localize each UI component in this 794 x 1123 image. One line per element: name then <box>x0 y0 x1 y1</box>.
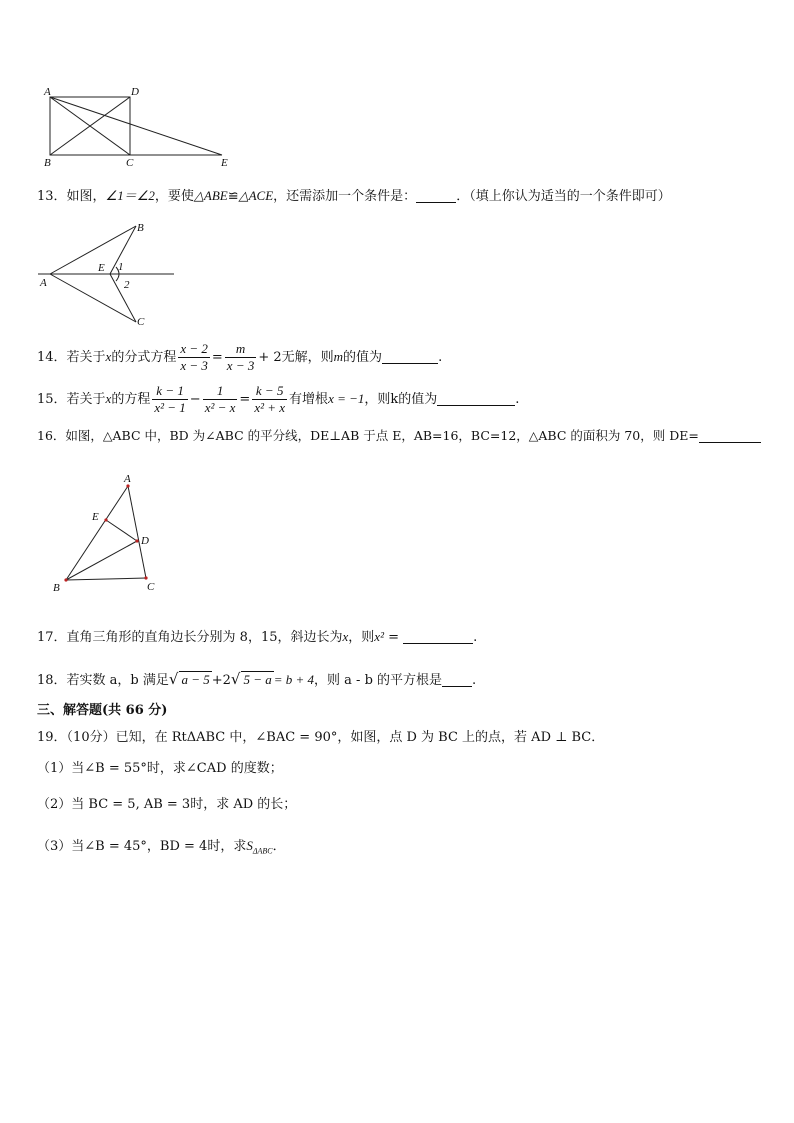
fraction: $\frac{m}{x - 3}$ <box>226 341 255 373</box>
label-angle-1: 1 <box>118 261 124 273</box>
rectangle-figure <box>40 84 240 168</box>
question-19-part-2: （2）当 BC = 5, AB = 3时，求 AD 的长； <box>37 797 297 812</box>
label-D: D <box>141 535 149 547</box>
label-A: A <box>40 277 47 289</box>
label-A: A <box>44 86 51 98</box>
label-E: E <box>221 157 228 168</box>
question-13: 13．如图，∠1＝∠2，要使△ABE≌△ACE，还需添加一个条件是： ．（填上你认为适当的一个条件即可） <box>37 188 671 204</box>
fraction: $\frac{k - 1}{\text{x² − 1}}$ <box>154 383 186 415</box>
answer-blank[interactable] <box>437 391 515 406</box>
answer-blank[interactable] <box>699 428 761 443</box>
fraction: $\frac{x - 2}{x - 3}$ <box>180 341 208 373</box>
question-19-part-3: （3）当∠B = 45°，BD = 4时，求$S_{\Delta ABC}$． <box>37 838 286 856</box>
answer-blank[interactable] <box>403 629 473 644</box>
label-C: C <box>137 316 145 328</box>
question-17: 17．直角三角形的直角边长分别为 8，15，斜边长为x，则x² = . <box>37 629 478 645</box>
answer-blank[interactable] <box>416 188 456 203</box>
label-angle-2: 2 <box>124 279 130 291</box>
answer-blank[interactable] <box>382 349 438 364</box>
question-19-part-1: （1）当∠B = 55°时，求∠CAD 的度数； <box>37 761 283 776</box>
label-A: A <box>124 473 131 485</box>
label-B: B <box>44 157 51 168</box>
triangle-figure-16 <box>48 472 163 594</box>
label-C: C <box>126 157 134 168</box>
label-C: C <box>147 581 155 593</box>
angle-figure-13 <box>36 218 181 330</box>
label-B: B <box>137 222 144 234</box>
question-18: 18．若实数 a，b 满足√ a − 5 +2√ 5 − a = b + 4，则 a - b 的平方根是 . <box>37 670 477 688</box>
section-3-heading: 三、解答题(共 66 分) <box>37 703 168 718</box>
question-16: 16．如图，△ABC 中，BD 为∠ABC 的平分线，DE⊥AB 于点 E，AB=16，BC=12，△ABC 的面积为 70，则 DE= <box>37 427 761 445</box>
label-D: D <box>131 86 139 98</box>
answer-blank[interactable] <box>442 672 472 687</box>
question-19: 19．（10分）已知，在 RtΔABC 中，∠BAC = 90°，如图，点 D 为 BC 上的点，若 AD ⊥ BC． <box>37 730 605 745</box>
label-E: E <box>92 511 99 523</box>
question-15: 15．若关于x的方程 $\frac{k - 1}{\text{x² − 1}}$ − $\frac{1}{\text{x² − x}}$ = $\frac{k - 5}{\text{x² + x}}$ 有增根x = −1，则k的值为 . <box>37 383 520 415</box>
question-14: 14．若关于x的分式方程 $\frac{x - 2}{x - 3}$ = $\frac{m}{x - 3}$ + 2无解，则m的值为 . <box>37 341 443 373</box>
label-B: B <box>53 582 60 594</box>
fraction: $\frac{k - 5}{\text{x² + x}}$ <box>254 383 286 415</box>
fraction: $\frac{1}{\text{x² − x}}$ <box>204 383 236 415</box>
label-E: E <box>98 262 105 274</box>
